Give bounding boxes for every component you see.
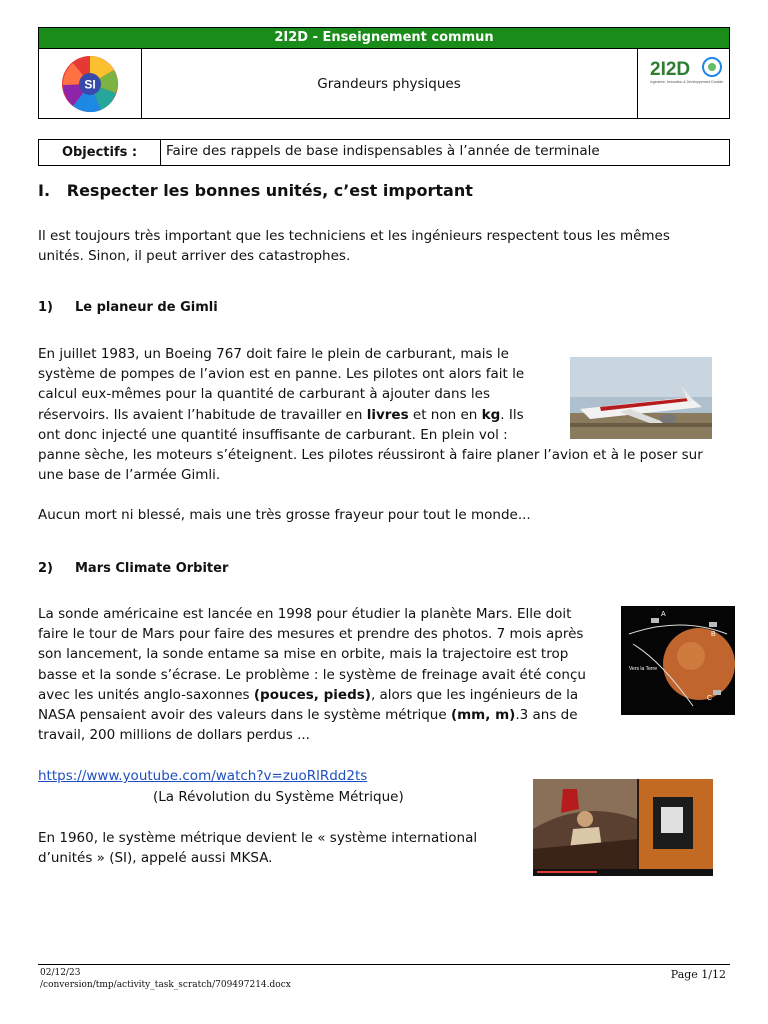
footer-divider [38, 964, 730, 965]
footer-path: /conversion/tmp/activity_task_scratch/709497214.docx [40, 980, 291, 990]
footer-date: 02/12/23 [40, 968, 81, 978]
header-banner: 2I2D - Enseignement commun [38, 27, 730, 49]
svg-text:B: B [711, 631, 716, 638]
svg-text:SI: SI [84, 77, 96, 92]
header-row [38, 49, 730, 119]
header-logo-cell [39, 49, 142, 118]
svg-text:A: A [661, 611, 666, 618]
mars-paragraph: La sonde américaine est lancée en 1998 pour étudier la planète Mars. Elle doit faire le tour de Mars pour faire des mesures et prendre des photos. 7 mois après son lancement, la sonde entame sa mise en orbite, mais la trajectoire est trop basse et la sonde s’écrase. Le problème : le système de freinage avait été conçu avec les unités anglo-saxonnes (pouces, pieds), alors que les ingénieurs de la NASA pensaient avoir des valeurs dans le système métrique (mm, m).3 ans de travail, 200 millions de dollars perdus ... [38, 606, 586, 744]
svg-text:2I2D: 2I2D [650, 59, 691, 80]
subsection-mars-heading: 2) Mars Climate Orbiter [38, 561, 229, 576]
gimli-plane-photo [570, 357, 712, 439]
footer-page-number: Page 1/12 [670, 968, 726, 981]
mars-orbit-image [621, 606, 735, 715]
video-link[interactable]: https://www.youtube.com/watch?v=zuoRlRdd2ts [38, 768, 368, 784]
subsection-gimli-heading: 1) Le planeur de Gimli [38, 300, 218, 315]
si-logo-icon [61, 55, 119, 113]
si-paragraph: En 1960, le système métrique devient le « système international d’unités » (SI), appelé aussi MKSA. [38, 830, 478, 867]
video-thumbnail[interactable] [533, 779, 713, 876]
section-intro: Il est toujours très important que les techniciens et les ingénieurs respectent tous les mêmes unités. Sinon, il peut arriver des catastrophes. [38, 228, 670, 265]
svg-text:C: C [707, 695, 713, 702]
header-right-logo-cell [637, 49, 729, 118]
objectives-row [38, 139, 730, 166]
svg-text:Vers la Terre: Vers la Terre [629, 666, 657, 672]
objectives-label: Objectifs : [39, 140, 161, 165]
objectives-text: Faire des rappels de base indispensables à l’année de terminale [166, 143, 600, 159]
2i2d-logo-icon [650, 55, 726, 89]
page-title: Grandeurs physiques [141, 49, 638, 118]
section-heading: I. Respecter les bonnes unités, c’est important [38, 181, 473, 200]
svg-text:Ingénierie, Innovation & Dével: Ingénierie, Innovation & Développement Durable [650, 80, 724, 84]
gimli-paragraph: En juillet 1983, un Boeing 767 doit faire le plein de carburant, mais le système de pompes de l’avion est en panne. Les pilotes ont alors fait le calcul eux-mêmes pour la quantité de carburant à ajouter dans les réservoirs. Ils avaient l’habitude de travailler en livres et non en kg. Ils ont donc injecté une quantité insuffisante de carburant. En plein vol : panne sèche, les moteurs s’éteignent. Les pilotes réussiront à faire planer l’avion et à le poser sur une base de l’armée Gimli. Aucun mort ni blessé, mais une très grosse frayeur pour tout le monde... [38, 346, 703, 524]
video-caption: (La Révolution du Système Métrique) [153, 789, 404, 805]
